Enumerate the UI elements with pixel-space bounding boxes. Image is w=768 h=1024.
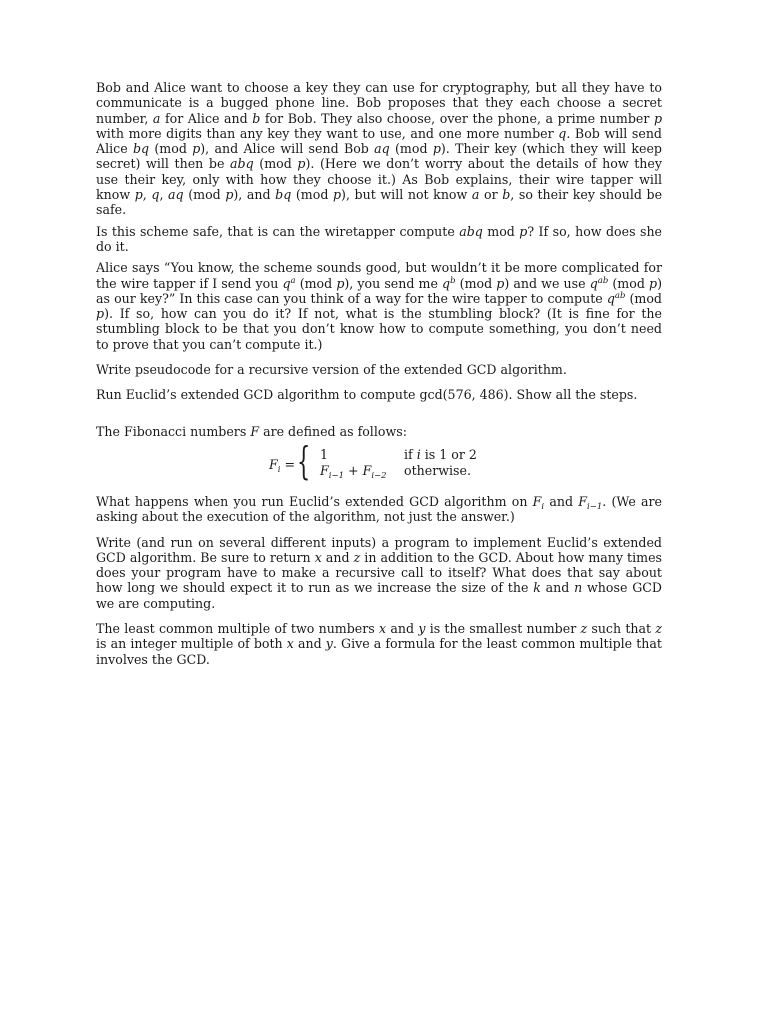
problem-text	[96, 80, 662, 667]
paragraph-alice-variant: Alice says “You know, the scheme sounds good, but wouldn’t it be more complicated for the wire tapper if I send you $q^a$ (mod p), you send me $q^b$ (mod p) and we use $q^{ab}$ (mod p) as our key?” In this case can you think of a way for the wire tapper to compute $q^{ab}$ (mod p). If so, how can you do it? If not, what is the stumbling block? (It is fine for the stumbling block to be that you don’t know how to compute something, you don’t need to prove that you can’t compute it.)	[96, 260, 662, 352]
left-brace-icon: {	[297, 438, 311, 483]
equation-case1-condition: if i is 1 or 2	[404, 446, 477, 462]
paragraph-lcm: The least common multiple of two numbers x and y is the smallest number z such that z is an integer multiple of both x and y. Give a formula for the least common multiple that involves the GCD.	[96, 621, 662, 667]
paragraph-fibonacci-intro: The Fibonacci numbers F are defined as follows:	[96, 423, 407, 439]
equation-case2-value: $F_{i-1} + F_{i-2}$	[320, 462, 387, 481]
paragraph-key-exchange: Bob and Alice want to choose a key they can use for cryptography, but all they have to communicate is a bugged phone line. Bob proposes that they each choose a secret number, a for Alice and b for Bob. They also choose, over the phone, a prime number p with more digits than any key they want to use, and one more number q. Bob will send Alice bq (mod p), and Alice will send Bob aq (mod p). Their key (which they will keep secret) will then be abq (mod p). (Here we don’t worry about the details of how they use their key, only with how they choose it.) As Bob explains, their wire tapper will know p, q, aq (mod p), and bq (mod p), but will not know a or b, so their key should be safe.	[96, 80, 663, 218]
fibonacci-equation	[96, 438, 662, 485]
paragraph-pseudocode: Write pseudocode for a recursive version of the extended GCD algorithm.	[96, 362, 567, 378]
paragraph-scheme-safe: Is this scheme safe, that is can the wiretapper compute abq mod p? If so, how does she do it.	[96, 223, 663, 254]
equation-case2-condition: otherwise.	[404, 462, 471, 478]
paragraph-fibonacci-gcd: What happens when you run Euclid’s extended GCD algorithm on $F_i$ and $F_{i-1}$. (We are asking about the execution of the algorithm, not just the answer.)	[96, 493, 662, 525]
paragraph-program: Write (and run on several different inputs) a program to implement Euclid’s extended GCD algorithm. Be sure to return x and z in addition to the GCD. About how many times does your program have to make a recursive call to itself? What does that say about how long we should expect it to run as we increase the size of the k and n whose GCD we are computing.	[96, 534, 663, 611]
equation-case1-value: 1	[320, 446, 329, 462]
equation-lhs: $F_i$ =	[269, 456, 296, 475]
paragraph-run-gcd: Run Euclid’s extended GCD algorithm to compute gcd(576, 486). Show all the steps.	[96, 387, 638, 403]
